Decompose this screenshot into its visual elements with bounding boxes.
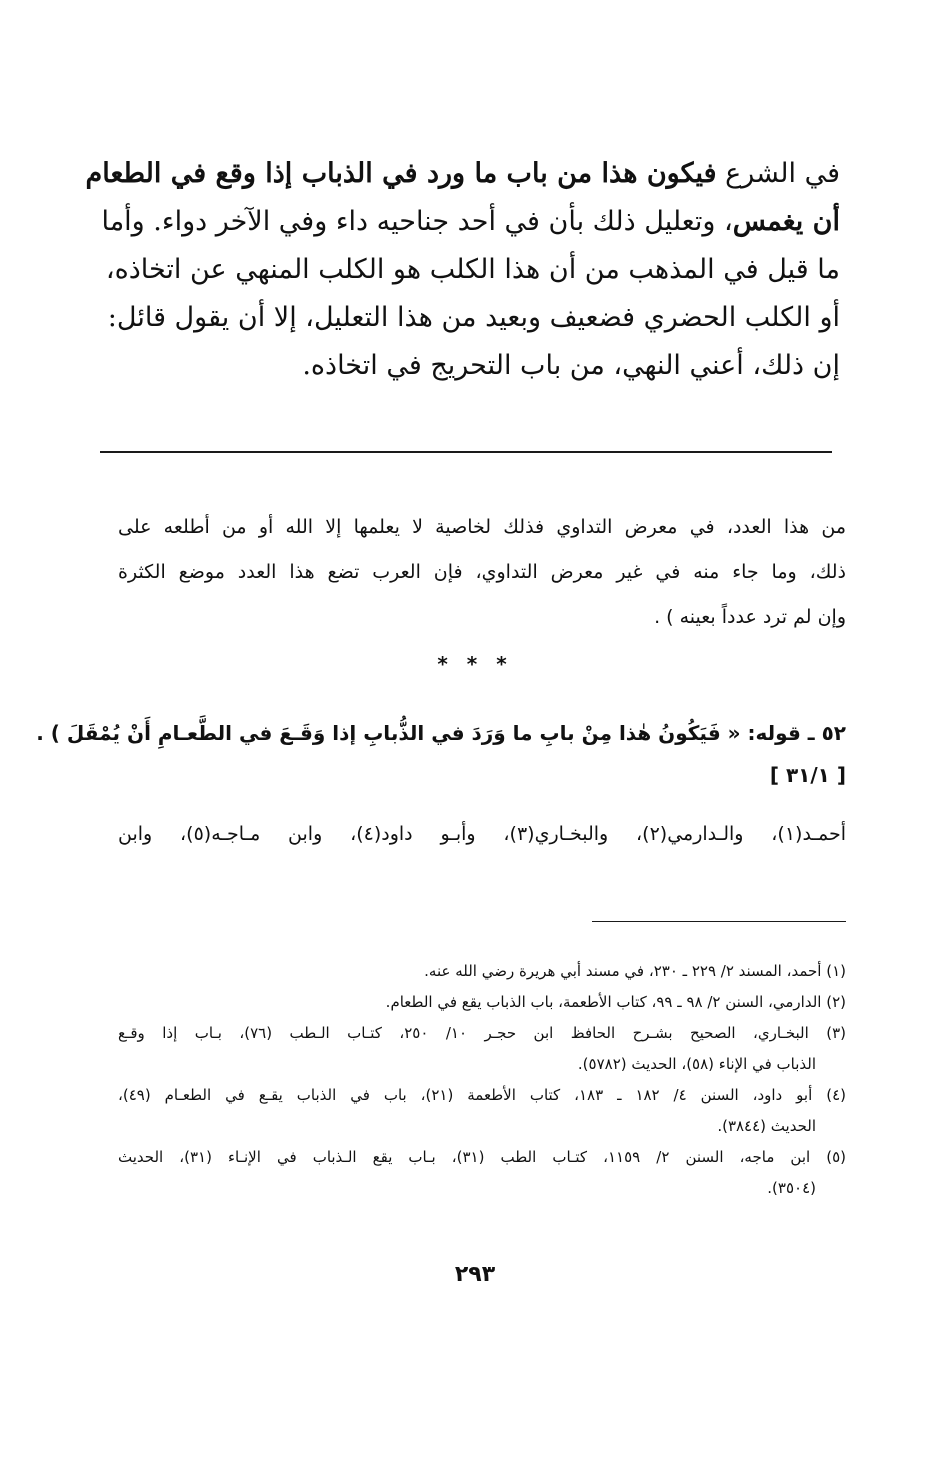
page-number: ٢٩٣	[454, 1262, 496, 1287]
entry-quote: « فَيَكُونُ هٰذا مِنْ بابِ ما وَرَدَ في الذُّبابِ إذا وَقَـعَ في الطَّعـامِ أَنْ يُمْقَلَ ) .	[36, 721, 741, 745]
passage-text: في الشرع	[716, 158, 840, 189]
passage-bold-text: أن يغمس	[732, 206, 840, 237]
entry-reference: [ ٣١/١ ]	[769, 763, 846, 787]
quoted-passage	[85, 150, 840, 390]
passage-text: ما قيل في المذهب من أن هذا الكلب هو الكلب المنهي عن اتخاذه،	[105, 254, 840, 285]
footnote-3: (٣) البخـاري، الصحيح بشـرح الحافظ ابن حجـر ١٠/ ٢٥٠، كتـاب الـطب (٧٦)، بـاب إذا وقـع	[118, 1024, 846, 1042]
section-separator: * * *	[437, 652, 513, 676]
sources-line: أحمـد(١)، والـدارمي(٢)، والبخـاري(٣)، وأبـو داود(٤)، وابن مـاجـه(٥)، وابن	[118, 823, 847, 845]
footnote-4: (٤) أبو داود، السنن ٤/ ١٨٢ ـ ١٨٣، كتاب الأطعمة (٢١)، باب في الذباب يقـع في الطعـام (٤٩)،	[118, 1086, 846, 1104]
footnote-5-continued: (٣٥٠٤).	[767, 1179, 816, 1197]
footnote-divider	[592, 921, 846, 922]
passage-text: إن ذلك، أعني النهي، من باب التحريج في اتخاذه.	[302, 350, 840, 381]
passage-text: أو الكلب الحضري فضعيف وبعيد من هذا التعليل، إلا أن يقول قائل:	[107, 302, 840, 333]
passage-divider	[100, 451, 832, 453]
passage-line-3	[105, 246, 840, 294]
passage-text: ، وتعليل ذلك بأن في أحد جناحيه داء وفي الآخر دواء. وأما	[101, 206, 733, 237]
footnote-5: (٥) ابن ماجه، السنن ٢/ ١١٥٩، كتـاب الطب (٣١)، بـاب يقع الـذباب في الإنـاء (٣١)، الحديث	[118, 1148, 847, 1166]
sources-paragraph	[118, 812, 846, 856]
footnotes	[118, 956, 846, 1204]
footnote-1: (١) أحمد، المسند ٢/ ٢٢٩ ـ ٢٣٠، في مسند أبي هريرة رضي الله عنه.	[424, 962, 846, 980]
passage-bold-text: فيكون هذا من باب ما ورد في الذباب إذا وقع في الطعام	[85, 158, 717, 189]
commentary-block	[118, 505, 846, 640]
passage-line-2	[101, 198, 840, 246]
footnote-4-continued: الحديث (٣٨٤٤).	[717, 1117, 816, 1135]
passage-line-5	[120, 342, 840, 390]
commentary-line-3: وإن لم ترد عدداً بعينه ) .	[654, 606, 846, 628]
footnote-2: (٢) الدارمي، السنن ٢/ ٩٨ ـ ٩٩، كتاب الأطعمة، باب الذباب يقع في الطعام.	[385, 993, 846, 1011]
footnote-3-continued: الذباب في الإناء (٥٨)، الحديث (٥٧٨٢).	[577, 1055, 816, 1073]
commentary-line-1: من هذا العدد، في معرض التداوي فذلك لخاصية لا يعلمها إلا الله أو من أطلعه على	[118, 516, 846, 538]
passage-line-1	[85, 150, 840, 198]
entry-heading-line	[36, 712, 846, 754]
commentary-line-2: ذلك، وما جاء منه في غير معرض التداوي، فإن العرب تضع هذا العدد موضع الكثرة	[118, 561, 846, 583]
passage-line-4	[107, 294, 840, 342]
entry-52	[36, 712, 846, 796]
entry-number: ٥٢ ـ قوله:	[740, 721, 846, 745]
